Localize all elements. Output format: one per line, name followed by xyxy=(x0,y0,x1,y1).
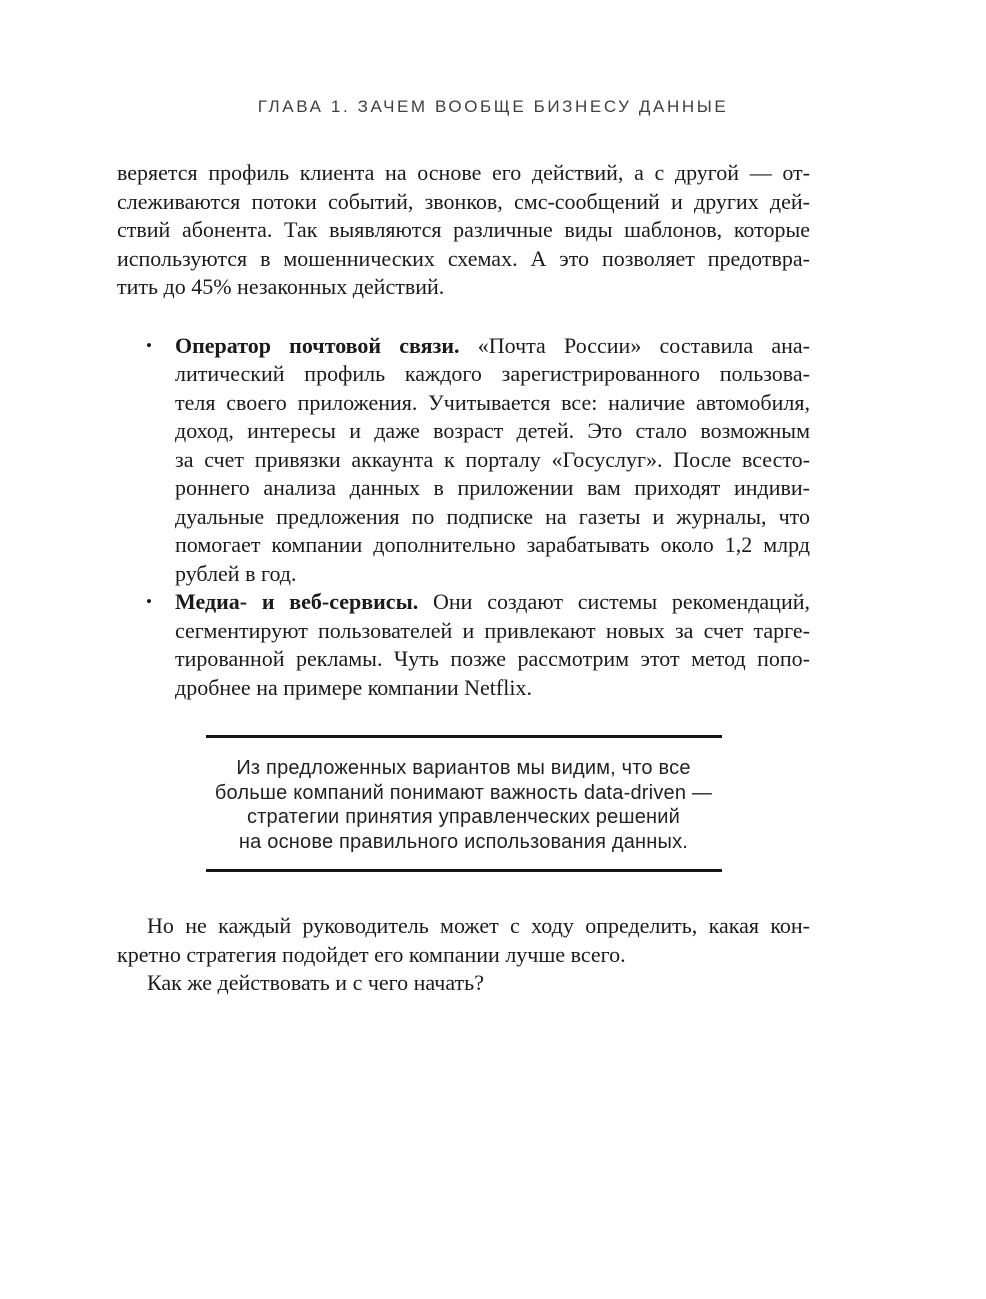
pull-quote xyxy=(206,735,722,872)
text-line: на основе правильного использования данных. xyxy=(238,830,689,853)
text-line: Медиа- и веб-сервисы. Они создают системы рекомендаций, xyxy=(175,589,811,614)
text-line: Как же действовать и с чего начать? xyxy=(147,970,484,995)
closing-paragraph-2 xyxy=(117,969,810,998)
closing-paragraph-1 xyxy=(117,912,810,969)
text-line: кретно стратегия подойдет его компании лучше всего. xyxy=(117,941,626,967)
quote-rule-bottom xyxy=(206,869,722,872)
text-line: тированной рекламы. Чуть позже рассмотрим этот метод попо- xyxy=(175,646,810,671)
text-line: теля своего приложения. Учитывается все: наличие автомобиля, xyxy=(175,389,810,415)
text-line: доход, интересы и даже возраст детей. Это стало возможным xyxy=(175,418,810,443)
text-line: дуальные предложения по подписке на газеты и журналы, что xyxy=(175,503,810,529)
text-line: Но не каждый руководитель может с ходу определить, какая кон- xyxy=(147,913,810,938)
quote-text xyxy=(206,738,722,869)
bullet-marker: • xyxy=(146,335,152,355)
text-line: рублей в год. xyxy=(175,560,297,586)
bullet-list xyxy=(117,332,810,703)
text-line: помогает компании дополнительно зарабатывать около 1,2 млрд xyxy=(175,532,810,557)
text-line: за счет привязки аккаунта к порталу «Госуслуг». После всесто- xyxy=(175,446,810,472)
text-line: используются в мошеннических схемах. А это позволяет предотвра- xyxy=(117,245,810,271)
bullet-marker: • xyxy=(146,592,152,611)
text-line: больше компаний понимают важность data-driven — xyxy=(214,781,713,804)
text-line: сегментируют пользователей и привлекают новых за счет тарге- xyxy=(175,617,810,643)
text-line: слеживаются потоки событий, звонков, смс-сообщений и других дей- xyxy=(117,188,810,214)
text-line: стратегии принятия управленческих решений xyxy=(246,806,681,828)
text-line: ствий абонента. Так выявляются различные виды шаблонов, которые xyxy=(117,217,810,242)
text-line: дробнее на примере компании Netflix. xyxy=(175,674,532,700)
text-line: Оператор почтовой связи. «Почта России» составила ана- xyxy=(175,332,810,358)
text-line: веряется профиль клиента на основе его действий, а с другой — от- xyxy=(117,160,810,185)
bullet-item-media-web-services xyxy=(117,588,810,702)
text-line: Из предложенных вариантов мы видим, что все xyxy=(236,757,691,779)
text-column xyxy=(117,159,810,998)
intro-paragraph xyxy=(117,159,810,302)
text-line: тить до 45% незаконных действий. xyxy=(117,274,445,299)
chapter-header: ГЛАВА 1. ЗАЧЕМ ВООБЩЕ БИЗНЕСУ ДАННЫЕ xyxy=(257,97,729,116)
text-line: литический профиль каждого зарегистрированного пользова- xyxy=(175,361,810,386)
bullet-item-postal-operator xyxy=(117,332,810,589)
text-line: роннего анализа данных в приложении вам приходят индиви- xyxy=(175,475,810,500)
